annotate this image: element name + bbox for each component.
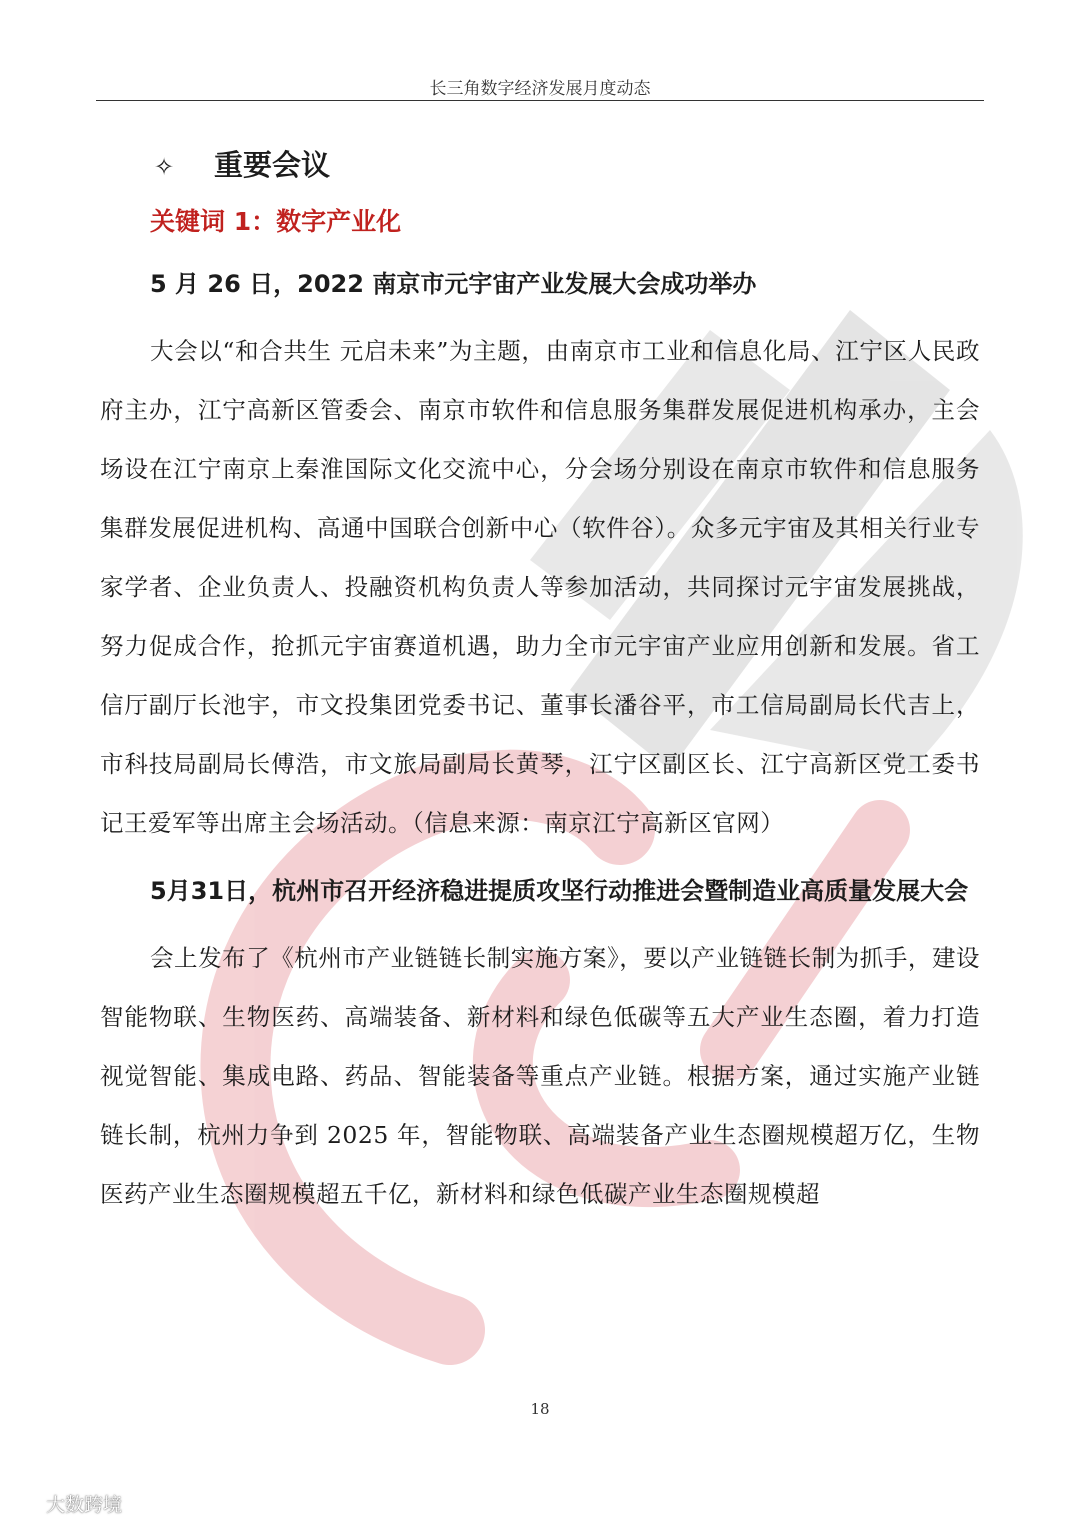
brand-watermark — [10, 1490, 122, 1517]
news-title-1: 5 月 26 日，2022 南京市元宇宙产业发展大会成功举办 — [150, 270, 757, 298]
header-rule — [96, 100, 984, 101]
diamond-bullet-icon: ✧ — [154, 153, 175, 181]
running-header: 长三角数字经济发展月度动态 — [429, 79, 651, 99]
news-body-1: 大会以“和合共生 元启未来”为主题，由南京市工业和信息化局、江宁区人民政府主办，江宁高新区管委会、南京市软件和信息服务集群发展促进机构承办，主会场设在江宁南京上秦淮国际文化交流中心，分会场分别设在南京市软件和信息服务集群发展促进机构、高通中国联合创新中心（软件谷）。众多元宇宙及其相关行业专家学者、企业负责人、投融资机构负责人等参加活动，共同探讨元宇宙发展挑战，努力促成合作，抢抓元宇宙赛道机遇，助力全市元宇宙产业应用创新和发展。省工信厅副厅长池宇，市文投集团党委书记、董事长潘谷平，市工信局副局长代吉上，市科技局副局长傅浩，市文旅局副局长黄琴，江宁区副区长、江宁高新区党工委书记王爱军等出席主会场活动。（信息来源：南京江宁高新区官网） — [100, 337, 980, 837]
news-body-2: 会上发布了《杭州市产业链链长制实施方案》，要以产业链链长制为抓手，建设智能物联、生物医药、高端装备、新材料和绿色低碳等五大产业生态圈，着力打造视觉智能、集成电路、药品、智能装备等重点产业链。根据方案，通过实施产业链链长制，杭州力争到 2025 年，智能物联、高端装备产业生态圈规模超万亿，生物医药产业生态圈规模超五千亿，新材料和绿色低碳产业生态圈规模超 — [100, 944, 980, 1208]
keyword-label: 关键词 1：数字产业化 — [150, 207, 402, 236]
brand-name: 大数跨境 — [46, 1494, 123, 1516]
weibo-icon — [10, 1492, 40, 1516]
page-content — [100, 130, 980, 1224]
page-number: 18 — [530, 1400, 550, 1418]
section-title: 重要会议 — [214, 148, 331, 182]
news-title-2: 5月31日，杭州市召开经济稳进提质攻坚行动推进会暨制造业高质量发展大会 — [150, 877, 969, 905]
section-heading — [100, 142, 980, 188]
